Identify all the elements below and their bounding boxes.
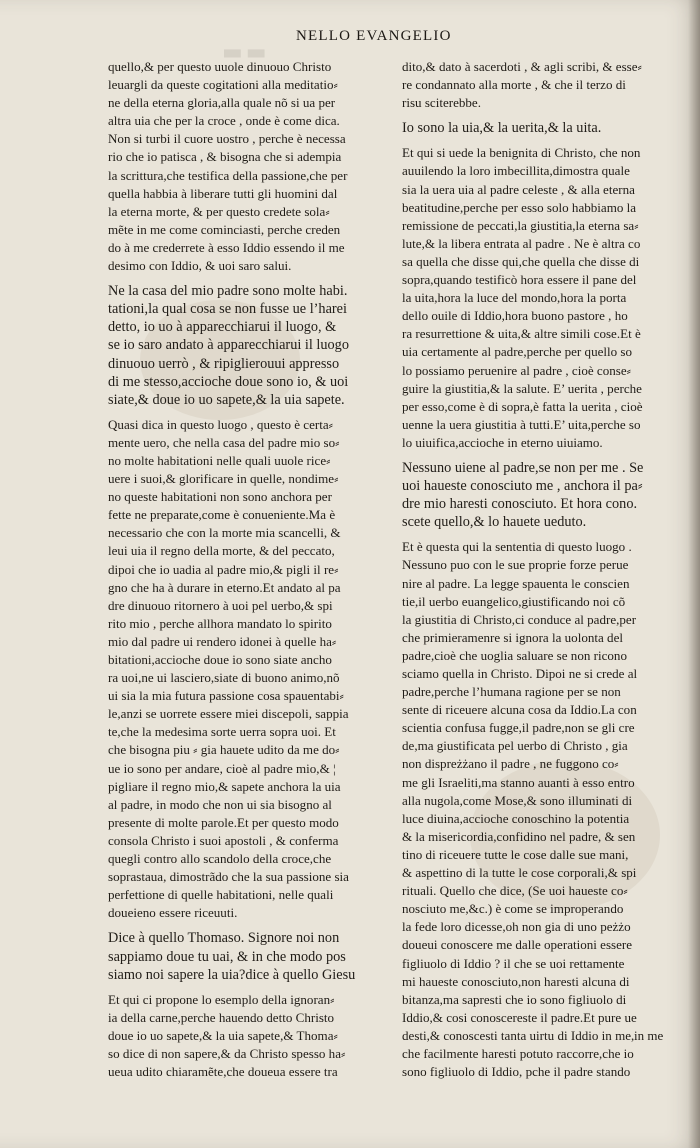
text-line: tationi,la qual cosa se non fusse ue l’harei <box>108 301 347 318</box>
text-line: che bisogna piu ⸗ gia hauete udito da me do⸗ <box>108 742 340 758</box>
text-line: sente di riceuere alcuna cosa da Iddio.La con <box>402 702 637 718</box>
text-line: tie,il uerbo euangelico,giustificando noi cõ <box>402 593 626 609</box>
text-line: la scrittura,che testifica della passione,che per <box>108 167 348 183</box>
text-line: ia della carne,perche hauendo detto Christo <box>108 1009 335 1025</box>
text-line: perfettione di quelle habitationi, nelle quali <box>108 887 334 903</box>
text-line: re condannato alla morte , & che il terzo di <box>402 77 626 93</box>
text-line: nire al padre. La legge spauenta le conscien <box>402 575 630 591</box>
text-line: auuilendo la loro imbecillita,dimostra quale <box>402 163 630 179</box>
text-line: uenne la uera giustitia à tutti.E’ uita,perche so <box>402 416 641 432</box>
text-line: leuargli da queste cogitationi alla meditatio⸗ <box>108 77 338 93</box>
text-line: de,ma giustificata pel uerbo di Christo , gia <box>402 738 628 754</box>
text-line: che primieramenre si ignora la uolonta del <box>402 629 623 645</box>
commentary-paragraph <box>108 991 396 1081</box>
text-line: bitationi,accioche doue io sono siate ancho <box>108 652 332 667</box>
text-line: risu sciterebbe. <box>402 95 481 111</box>
text-line: uoi haueste conosciuto me , anchora il pa⸗ <box>402 478 643 495</box>
text-line: quella habbia à liberare tutti gli huomini dal <box>108 185 338 201</box>
text-line: Quasi dica in questo luogo , questo è certa⸗ <box>108 416 333 432</box>
text-line: dito,& dato à sacerdoti , & agli scribi, & esse⸗ <box>402 59 642 74</box>
bleed-through-mark: ▬▬ <box>222 40 270 65</box>
text-line: mi haueste conosciuto,non haresti alcuna di <box>402 973 630 989</box>
right-text-column <box>402 58 680 1088</box>
text-line: so dice di non sapere,& da Christo spesso ha⸗ <box>108 1045 346 1061</box>
text-line: rio che io patisca , & bisogna che si adempia <box>108 149 342 165</box>
text-line: padre,perche l’humana ragione per se non <box>402 684 621 700</box>
scripture-lemma <box>108 929 396 983</box>
text-line: uia certamente al padre,perche per quello so <box>402 344 633 360</box>
text-line: Et qui si uede la benignita di Christo, che non <box>402 145 641 161</box>
commentary-paragraph <box>108 58 396 275</box>
text-line: tino di riceuere tutte le cose dalle sue mani, <box>402 846 629 862</box>
catchword: in me <box>634 1028 664 1043</box>
text-line: nosciuto me,&c.) è come se improperando <box>402 901 624 917</box>
text-line: soprastaua, dimostrãdo che la sua passione sia <box>108 869 349 885</box>
text-line: mio dal padre ui rendero idonei à quelle ha⸗ <box>108 633 337 649</box>
text-line: dinuouo uerrò , & ripiglierouui appresso <box>108 355 340 372</box>
page-gutter-shadow <box>688 0 700 1148</box>
text-line: Non si turbi il cuore uostro , perche è necessa <box>108 131 346 147</box>
text-line: beatitudine,perche per esso solo habbiamo la <box>402 199 637 215</box>
text-line: Nessuno uiene al padre,se non per me . Se <box>402 459 644 476</box>
commentary-paragraph <box>402 144 680 452</box>
text-line: siamo noi sapere la uia?dice à quello Giesu <box>108 966 356 983</box>
text-line: no molte habitationi nelle quali uuole rice⸗ <box>108 452 331 468</box>
text-line: do à me crederrete à esso Iddio essendo il me <box>108 239 345 255</box>
text-line: al padre, in modo che non ui sia bisogno al <box>108 796 332 812</box>
text-line: Ne la casa del mio padre sono molte habi. <box>108 283 348 300</box>
scripture-lemma <box>402 119 680 137</box>
text-line: la uita,hora la luce del mondo,hora la porta <box>402 290 627 306</box>
text-line: le,anzi se uorrete essere miei discepoli, sappia <box>108 706 349 722</box>
text-line: me gli Israeliti,ma stanno auanti à esso entro <box>402 774 635 790</box>
text-line: leui uia il regno della morte, & del peccato, <box>108 543 335 559</box>
text-line: Dice à quello Thomaso. Signore noi non <box>108 930 340 947</box>
text-line: pigliare il regno mio,& sapete anchora la uia <box>108 778 341 794</box>
text-line: detto, io uo à apparecchiarui il luogo, & <box>108 319 337 336</box>
text-line: Nessuno puo con le sue proprie forze perue <box>402 557 629 573</box>
text-line: figliuolo di Iddio ? il che se uoi rettamente <box>402 955 625 971</box>
scripture-lemma <box>108 282 396 409</box>
text-line: sa quella che disse qui,che quella che disse di <box>402 253 640 269</box>
text-line: ueua udito chiaramẽte,che doueua essere tra <box>108 1064 338 1080</box>
text-line: lo possiamo peruenire al padre , cioè conse⸗ <box>402 362 631 378</box>
text-line: remissione de peccati,la giustitia,la eterna sa⸗ <box>402 217 639 233</box>
text-line: quello,& per questo uuole dinuouo Christo <box>108 59 332 74</box>
text-line: gno che ha à durare in eterno.Et andato al pa <box>108 579 341 595</box>
left-text-column <box>108 58 396 1088</box>
text-line: siate,& doue io uo sapete,& la uia sapete. <box>108 391 345 408</box>
text-line: ra uoi,ne ui lasciero,siate di buono animo,nõ <box>108 670 340 686</box>
text-line: altra uia che per la croce , onde è come dica. <box>108 113 340 129</box>
text-line: uere i suoi,& glorificare in quelle, nondime⸗ <box>108 471 339 487</box>
text-line: che facilmente haresti potuto raccorre,che io <box>402 1045 634 1061</box>
text-line: di me stesso,accioche doue sono io, & uoi <box>108 373 349 390</box>
text-line: sono figliuolo di Iddio, pche il padre stando <box>402 1064 631 1080</box>
text-line: per esso,come è di sopra,è fatta la uerita , cioè <box>402 398 643 414</box>
text-line: & la misericordia,confidino nel padre, & sen <box>402 828 636 844</box>
text-line: Et qui ci propone lo esemplo della ignoran⸗ <box>108 991 335 1007</box>
text-line: se io saro andato à apparecchiarui il luogo <box>108 337 349 354</box>
text-line: dipoi che io uadia al padre mio,& pigli il re⸗ <box>108 561 339 577</box>
text-line: non dispreżżano il padre , ne fuggono co⸗ <box>402 756 619 772</box>
text-line: scete quello,& lo hauete ueduto. <box>402 514 587 531</box>
text-line: sappiamo doue tu uai, & in che modo pos <box>108 948 346 965</box>
text-line: Et è questa qui la sententia di questo luogo . <box>402 539 632 555</box>
text-line: ui sia la mia futura passione cosa spauentabi⸗ <box>108 688 344 704</box>
text-line: dello ouile di Iddio,hora buono pastore , ho <box>402 308 628 324</box>
text-line: dre mio haresti conosciuto. Et hora cono. <box>402 496 638 513</box>
text-line: dre dinuouo ritornero à uoi pel uerbo,& spi <box>108 597 333 613</box>
text-line: padre,cioè che uoglia saluare se non ricono <box>402 647 627 663</box>
commentary-paragraph <box>402 538 680 1081</box>
scripture-lemma <box>402 459 680 531</box>
text-line: necessario che con la morte mia scancelli, & <box>108 525 341 541</box>
text-line: luce diuina,accioche conoschino la potentia <box>402 810 630 826</box>
commentary-paragraph <box>402 58 680 112</box>
text-line: lo uiuifica,accioche in eterno uiuiamo. <box>402 434 603 450</box>
text-line: mẽte in me come cominciasti, perche creden <box>108 221 341 237</box>
text-line: la fede loro dicesse,oh non gia di uno peżżo <box>402 919 631 935</box>
text-line: sopra,quando testificò hora essere il pane del <box>402 272 637 288</box>
text-line: ne della eterna gloria,alla quale nõ si ua per <box>108 95 336 111</box>
text-line: doueui conoscere me dalle operationi essere <box>402 937 633 953</box>
text-line: quegli contro allo scandolo della croce,che <box>108 851 332 867</box>
text-line: sia la uera uia al padre celeste , & alla eterna <box>402 181 635 197</box>
text-line: doueieno essere riceuuti. <box>108 905 238 921</box>
text-line: Io sono la uia,& la uerita,& la uita. <box>402 120 602 137</box>
text-line: fette ne preparate,come è conueniente.Ma è <box>108 507 336 523</box>
text-line: consola Christo i suoi apostoli , & conferma <box>108 832 339 848</box>
text-line: no queste habitationi non sono anchora per <box>108 489 332 505</box>
text-line: scientia confusa fugge,il padre,non se gli cre <box>402 720 635 736</box>
text-line: rito mio , perche allhora mandato lo spirito <box>108 615 332 631</box>
text-line: guire la giustitia,& la salute. E’ uerita , perche <box>402 380 642 396</box>
text-line: & aspettino di la tutte le cose corporali,& spi <box>402 865 637 881</box>
running-title: NELLO EVANGELIO <box>296 28 452 44</box>
text-line: desimo con Iddio, & uoi saro salui. <box>108 258 292 274</box>
text-line: la giustitia di Christo,ci conduce al padre,per <box>402 611 637 627</box>
text-line: la eterna morte, & per questo credete sola⸗ <box>108 203 330 219</box>
text-line: doue io uo sapete,& la uia sapete,& Thoma⸗ <box>108 1027 338 1043</box>
text-line: lute,& la libera entrata al padre . Ne è altra co <box>402 235 641 251</box>
text-line: ue io sono per andare, cioè al padre mio,& ¦ <box>108 760 336 776</box>
text-line: mente uero, che nella casa del padre mio so⸗ <box>108 434 340 450</box>
text-line: presente di molte parole.Et per questo modo <box>108 814 339 830</box>
text-line: ra resurrettione & uita,& altre simili cose.Et è <box>402 326 641 342</box>
text-line: bitanza,ma sapresti che io sono figliuolo di <box>402 991 627 1007</box>
text-line: Iddio,& cosi conoscereste il padre.Et pure ue <box>402 1009 637 1025</box>
text-line: desti,& conoscesti tanta uirtu di Iddio in me, <box>402 1027 635 1043</box>
text-line: alla nugola,come Mose,& sono illuminati di <box>402 792 633 808</box>
commentary-paragraph <box>108 416 396 923</box>
text-line: te,che la medesima sorte uerra sopra uoi. Et <box>108 724 336 740</box>
text-line: sciamo quella in Christo. Dipoi ne si crede al <box>402 666 638 681</box>
text-line: rituali. Quello che dice, (Se uoi haueste co⸗ <box>402 883 628 899</box>
